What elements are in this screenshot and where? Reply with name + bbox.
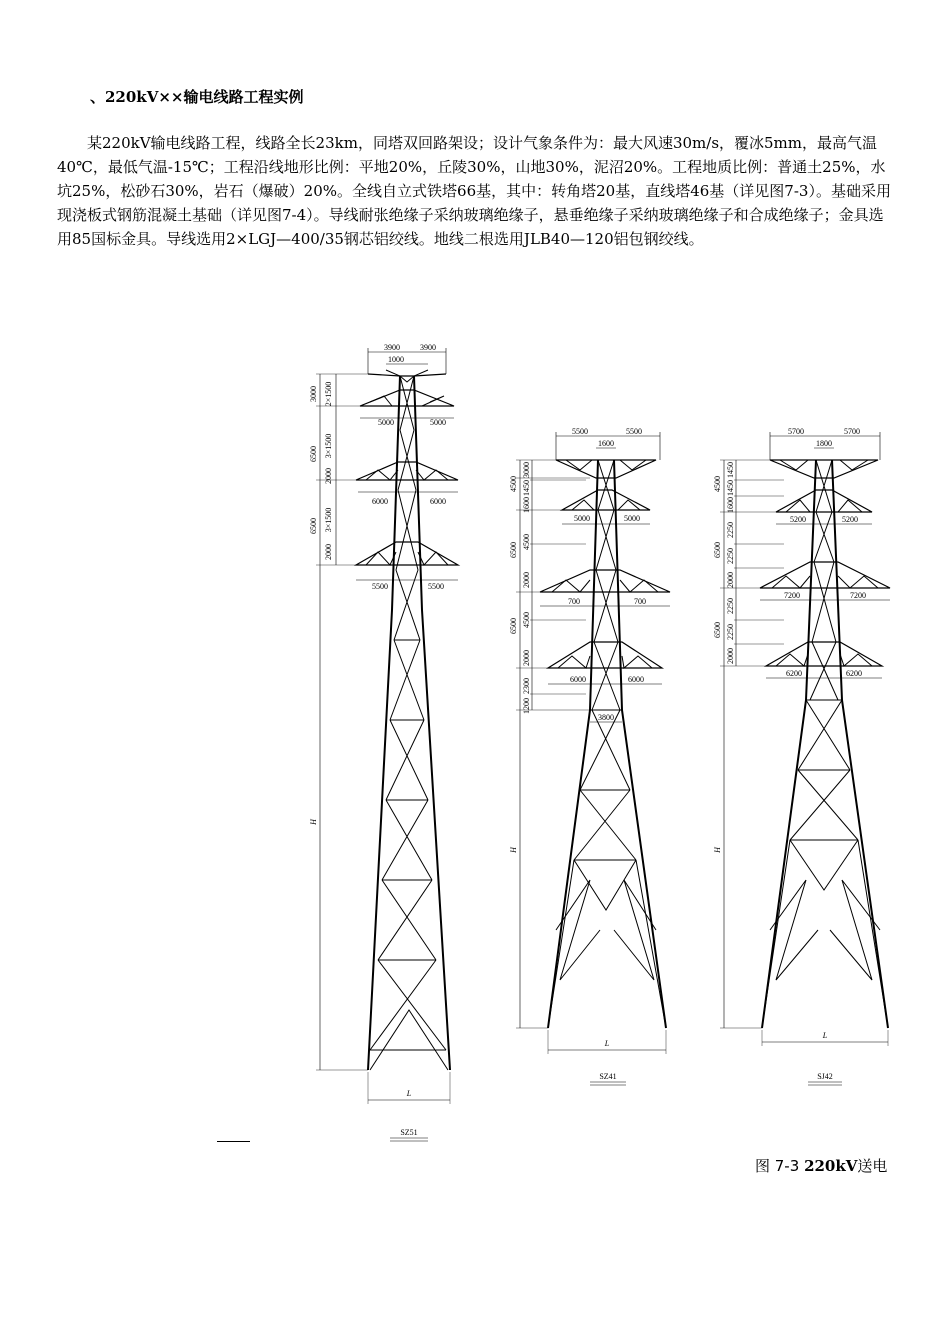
sj42-arm3-right: 6200: [846, 669, 862, 678]
sz51-arm2-right: 6000: [430, 497, 446, 506]
sz51-top-dim-right: 3900: [420, 343, 436, 352]
section-heading: 、220kV××输电线路工程实例: [90, 88, 304, 106]
sz41-arm3-left: 6000: [570, 675, 586, 684]
sz51-base-label: L: [406, 1089, 412, 1098]
sz41-top-dim-center: 1600: [598, 439, 614, 448]
sj42-side-dim-10: 6500: [713, 622, 722, 638]
sz41-name: SZ41: [599, 1072, 617, 1081]
project-description: [57, 131, 893, 251]
sz51-side-dim-8: 2000: [324, 544, 333, 560]
sj42-side-dim-6: 6500: [713, 542, 722, 558]
sz41-arm1-left: 5000: [574, 514, 590, 523]
sz51-top-dim-left: 3900: [384, 343, 400, 352]
sj42-top-dim-right: 5700: [844, 427, 860, 436]
tower-drawings: [0, 330, 950, 1150]
sz51-side-dim-4: 3×1500: [324, 433, 333, 459]
sz51-arm3-right: 5500: [428, 582, 444, 591]
sz41-arm1-right: 5000: [624, 514, 640, 523]
sj42-side-dim-8: 2000: [726, 572, 735, 588]
sz41-side-dim-7: 2000: [522, 572, 531, 588]
sz41-side-dim-4: 1600: [522, 497, 531, 513]
sj42-side-dim-9: 2250: [726, 598, 735, 614]
tower-sz51: [316, 348, 458, 1141]
project-description-text: 某220kV输电线路工程，线路全长23km，同塔双回路架设；设计气象条件为：最大风速30m/s，覆冰5mm，最高气温40℃，最低气温-15℃；工程沿线地形比例：平地20%，丘陵30%，山地30%，泥沼20%。工程地质比例：普通土25%，水坑25%，松砂石30%，岩石（爆破）20%。全线自立式铁塔66基，其中：转角塔20基，直线塔46基（详见图7-3）。基础采用现浇板式钢筋混凝土基础（详见图7-4）。导线耐张绝缘子采纳玻璃绝缘子，悬垂绝缘子采纳玻璃绝缘子和合成绝缘子；金具选用85国标金具。导线选用2×LGJ—400/35钢芯铝绞线。地线二根选用JLB40—120铝包钢绞线。: [57, 134, 891, 248]
caption-voltage: 220kV: [804, 1157, 858, 1175]
sj42-arm1-left: 5200: [790, 515, 806, 524]
sj42-side-dim-3: 1450: [726, 480, 735, 496]
sj42-side-dim-5: 2250: [726, 522, 735, 538]
sj42-side-dim-1: 4500: [713, 476, 722, 492]
sz41-top-dim-left: 5500: [572, 427, 588, 436]
sz41-side-dim-3: 1450: [522, 480, 531, 496]
sz41-arm3-right: 6000: [628, 675, 644, 684]
figure-caption: [755, 1155, 887, 1176]
sz41-side-dim-12: 1200: [522, 698, 531, 714]
sj42-top-dim-center: 1800: [816, 439, 832, 448]
sz41-arm2-right: 700: [634, 597, 646, 606]
sz41-side-dim-2: 3000: [522, 462, 531, 478]
sz41-side-dim-6: 6500: [509, 542, 518, 558]
sz41-side-dim-10: 2000: [522, 650, 531, 666]
sz51-arm1-right: 5000: [430, 418, 446, 427]
sz41-height-label: H: [509, 847, 518, 853]
sz51-side-dim-3: 6500: [309, 446, 318, 462]
sz41-side-dim-1: 4500: [509, 476, 518, 492]
sz51-side-dim-5: 2000: [324, 468, 333, 484]
divider-mark: [217, 1141, 250, 1142]
sj42-arm1-right: 5200: [842, 515, 858, 524]
sz41-base-label: L: [604, 1039, 610, 1048]
sz41-side-dim-9: 6500: [509, 618, 518, 634]
sz51-arm3-left: 5500: [372, 582, 388, 591]
sj42-height-label: H: [713, 847, 722, 853]
caption-suffix: 送电: [857, 1157, 888, 1175]
sj42-side-dim-7: 2250: [726, 548, 735, 564]
sz41-waist-dim: 3800: [598, 713, 614, 722]
sz41-arm2-left: 700: [568, 597, 580, 606]
sj42-arm3-left: 6200: [786, 669, 802, 678]
tower-sz41: [516, 432, 670, 1085]
sj42-side-dim-2: 1450: [726, 462, 735, 478]
sz51-top-dim-center: 1000: [388, 355, 404, 364]
sz51-side-dim-6: 6500: [309, 518, 318, 534]
sz51-side-dim-1: 3000: [309, 386, 318, 402]
sz51-side-dim-2: 2×1500: [324, 381, 333, 407]
tower-sj42: [720, 432, 890, 1085]
sz41-side-dim-11: 2300: [522, 678, 531, 694]
caption-prefix: 图 7-3: [755, 1157, 800, 1175]
sz51-name: SZ51: [400, 1128, 418, 1137]
sj42-top-dim-left: 5700: [788, 427, 804, 436]
sz51-arm2-left: 6000: [372, 497, 388, 506]
sj42-name: SJ42: [817, 1072, 833, 1081]
sz51-side-dim-7: 3×1500: [324, 507, 333, 533]
sj42-side-dim-12: 2000: [726, 648, 735, 664]
sz41-top-dim-right: 5500: [626, 427, 642, 436]
sj42-arm2-right: 7200: [850, 591, 866, 600]
sz51-height-label: H: [309, 819, 318, 825]
sj42-arm2-left: 7200: [784, 591, 800, 600]
sz51-arm1-left: 5000: [378, 418, 394, 427]
sj42-side-dim-4: 1600: [726, 497, 735, 513]
sj42-base-label: L: [822, 1031, 828, 1040]
sj42-side-dim-11: 2250: [726, 624, 735, 640]
sz41-side-dim-5: 4500: [522, 534, 531, 550]
sz41-side-dim-8: 4500: [522, 612, 531, 628]
